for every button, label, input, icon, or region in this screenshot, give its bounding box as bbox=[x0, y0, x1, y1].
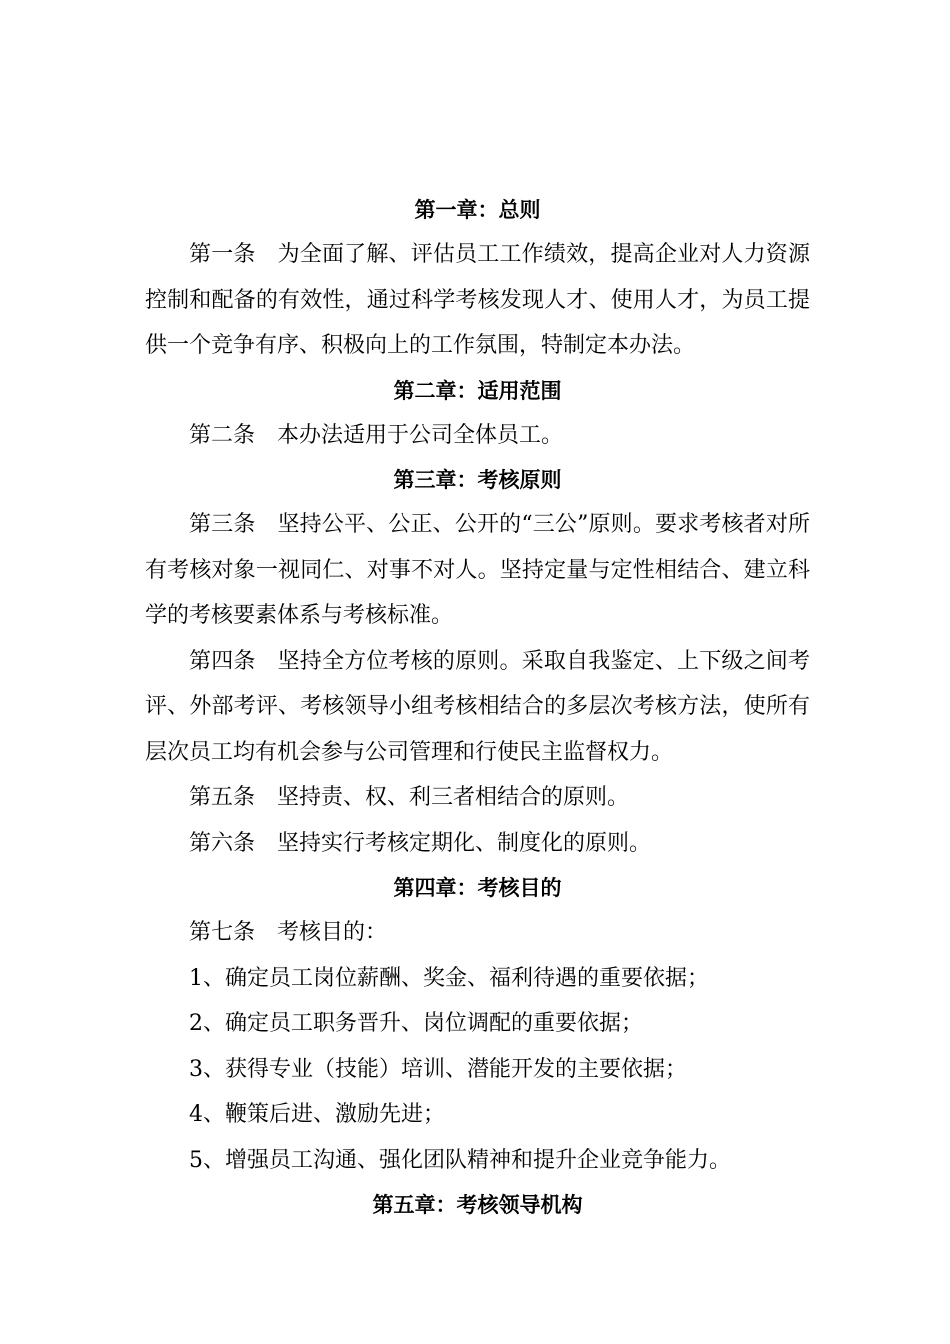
chapter-1-title: 第一章：总则 bbox=[414, 198, 541, 222]
article-label: 第六条 bbox=[189, 830, 256, 856]
article-text: 本办法适用于公司全体员工。 bbox=[277, 422, 564, 448]
chapter-2-title: 第二章：适用范围 bbox=[393, 378, 562, 403]
article-7 bbox=[145, 910, 810, 956]
article-label: 第一条 bbox=[189, 242, 256, 267]
article-label: 第四条 bbox=[189, 648, 256, 674]
list-item: 3、获得专业（技能）培训、潜能开发的主要依据； bbox=[189, 1056, 687, 1082]
article-3 bbox=[145, 502, 810, 639]
chapter-5-title: 第五章：考核领导机构 bbox=[372, 1193, 583, 1217]
chapter-4-title: 第四章：考核目的 bbox=[393, 876, 562, 900]
list-item: 5、增强员工沟通、强化团队精神和提升企业竞争能力。 bbox=[189, 1147, 731, 1173]
article-4 bbox=[145, 639, 810, 776]
article-5 bbox=[145, 775, 810, 821]
article-text: 为全面了解、评估员工工作绩效，提高企业对人力资源控制和配备的有效性，通过科学考核发现人才、使用人才，为员工提供一个竞争有序、积极向上的工作氛围，特制定本办法。 bbox=[145, 242, 810, 358]
article-label: 第五条 bbox=[189, 785, 256, 810]
article-text: 坚持责、权、利三者相结合的原则。 bbox=[277, 785, 630, 810]
list-item: 2、确定员工职务晋升、岗位调配的重要依据； bbox=[189, 1011, 643, 1036]
article-text: 坚持实行考核定期化、制度化的原则。 bbox=[277, 830, 652, 856]
article-label: 第三条 bbox=[189, 512, 256, 537]
article-1 bbox=[145, 232, 810, 369]
article-text: 坚持公平、公正、公开的“三公”原则。要求考核者对所有考核对象一视同仁、对事不对人。坚持定量与定性相结合、建立科学的考核要素体系与考核标准。 bbox=[145, 512, 810, 628]
article-text: 坚持全方位考核的原则。采取自我鉴定、上下级之间考评、外部考评、考核领导小组考核相结合的多层次考核方法，使所有层次员工均有机会参与公司管理和行使民主监督权力。 bbox=[145, 648, 810, 765]
article-2 bbox=[145, 413, 810, 459]
chapter-3-title: 第三章：考核原则 bbox=[393, 468, 562, 492]
list-item: 4、鞭策后进、激励先进； bbox=[189, 1102, 445, 1127]
article-label: 第二条 bbox=[189, 422, 256, 448]
article-label: 第七条 bbox=[189, 920, 256, 945]
document-body bbox=[145, 188, 810, 1227]
list-item: 1、确定员工岗位薪酬、奖金、福利待遇的重要依据； bbox=[189, 965, 709, 991]
article-6 bbox=[145, 821, 810, 867]
article-text: 考核目的： bbox=[277, 920, 388, 945]
